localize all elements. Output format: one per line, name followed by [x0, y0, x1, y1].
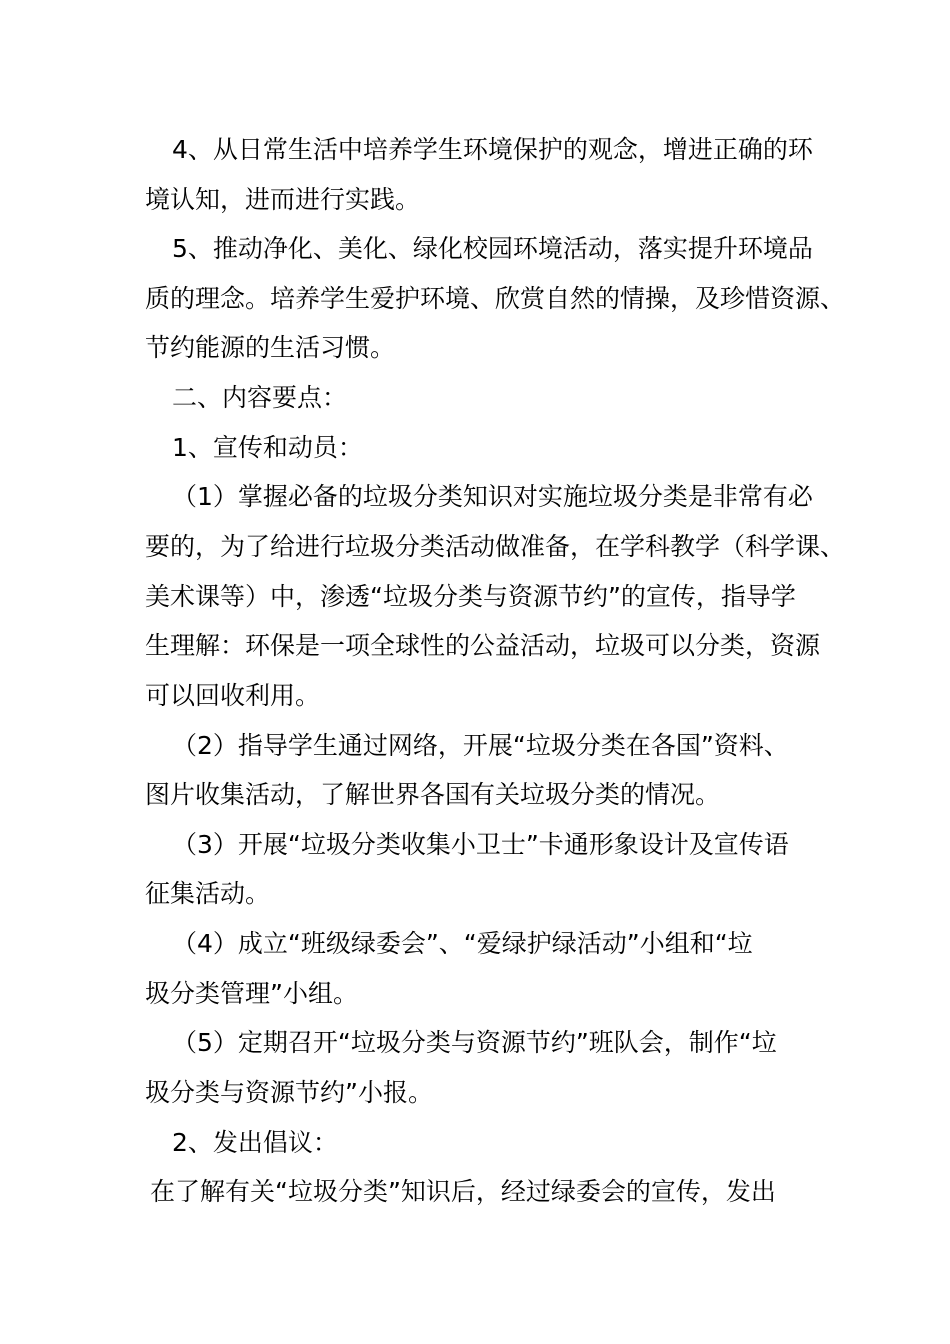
text-line-4: 质的理念。培养学生爱护环境、欣赏自然的情操，及珍惜资源、 [145, 284, 846, 313]
text-line-11: 生理解：环保是一项全球性的公益活动，垃圾可以分类，资源 [145, 631, 821, 660]
text-line-10: 美术课等）中，渗透“垃圾分类与资源节约”的宣传，指导学 [145, 582, 796, 611]
text-line-1: 4、从日常生活中培养学生环境保护的观念，增进正确的环 [172, 135, 813, 164]
text-line-5: 节约能源的生活习惯。 [145, 333, 396, 362]
text-line-3: 5、推动净化、美化、绿化校园环境活动，落实提升环境品 [172, 234, 813, 263]
text-line-2: 境认知，进而进行实践。 [145, 185, 421, 214]
text-line-16: 征集活动。 [145, 879, 271, 908]
text-line-18: 圾分类管理”小组。 [145, 979, 358, 1008]
subsection-heading-2: 2、发出倡议： [172, 1128, 338, 1157]
text-line-19: （5）定期召开“垃圾分类与资源节约”班队会，制作“垃 [172, 1028, 777, 1057]
text-line-17: （4）成立“班级绿委会”、“爱绿护绿活动”小组和“垃 [172, 929, 753, 958]
text-line-15: （3）开展“垃圾分类收集小卫士”卡通形象设计及宣传语 [172, 830, 789, 859]
text-line-8: （1）掌握必备的垃圾分类知识对实施垃圾分类是非常有必 [172, 482, 813, 511]
text-line-12: 可以回收利用。 [145, 681, 321, 710]
section-heading: 二、内容要点： [172, 383, 348, 412]
subsection-heading-1: 1、宣传和动员： [172, 433, 363, 462]
text-line-22: 在了解有关“垃圾分类”知识后，经过绿委会的宣传，发出 [150, 1177, 776, 1206]
text-line-9: 要的，为了给进行垃圾分类活动做准备，在学科教学（科学课、 [145, 532, 846, 561]
text-line-13: （2）指导学生通过网络，开展“垃圾分类在各国”资料、 [172, 731, 789, 760]
text-line-14: 图片收集活动，了解世界各国有关垃圾分类的情况。 [145, 780, 721, 809]
text-line-20: 圾分类与资源节约”小报。 [145, 1078, 433, 1107]
